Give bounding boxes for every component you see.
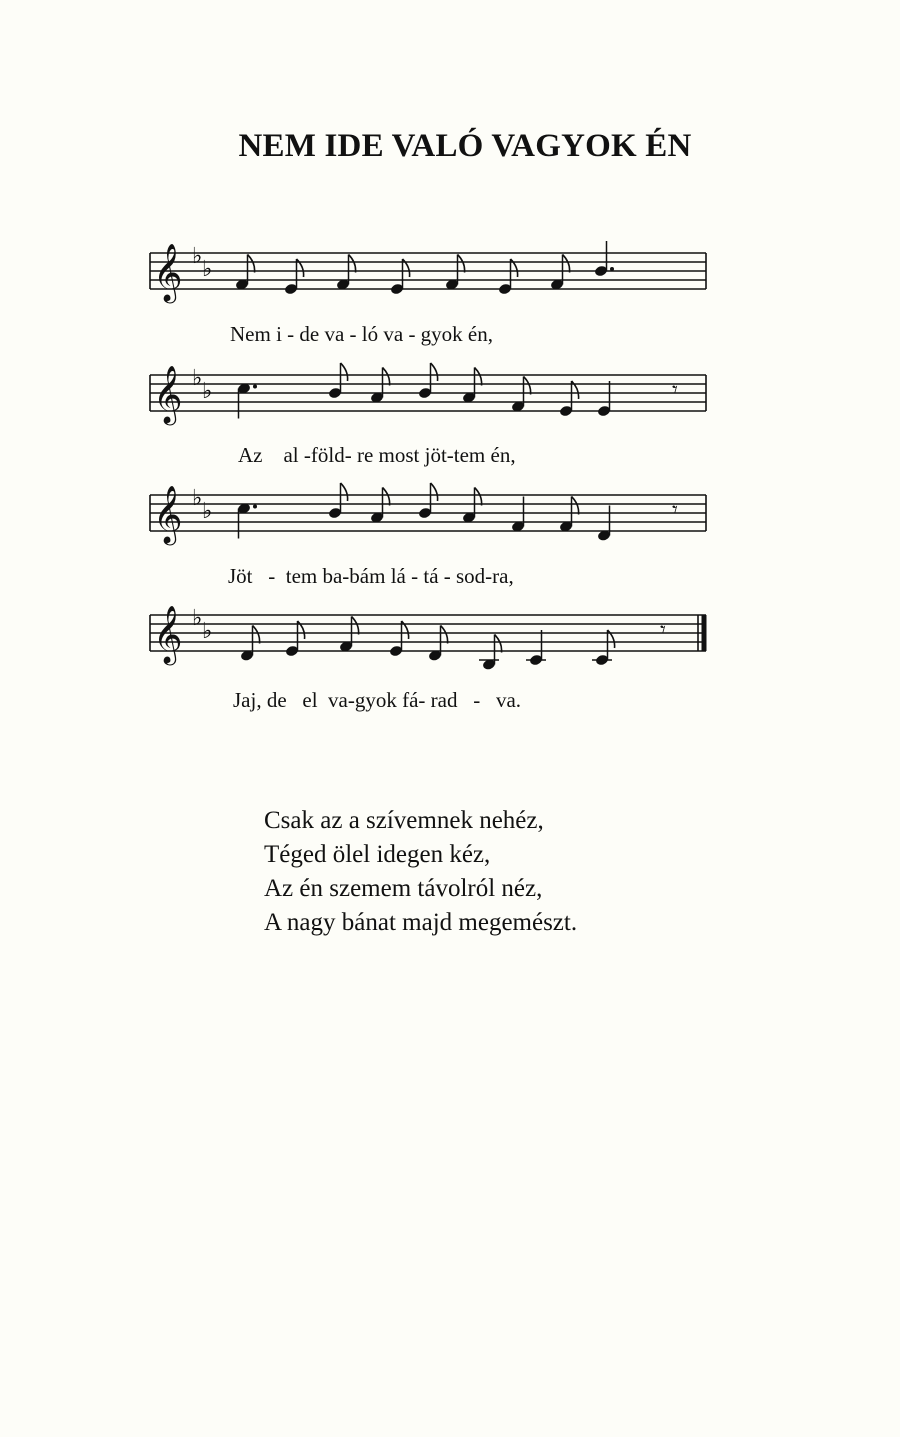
page-title: NEM IDE VALÓ VAGYOK ÉN [238, 128, 692, 164]
treble-clef-icon: 𝄞 [153, 243, 183, 301]
flat-icon: ♭ [202, 257, 213, 282]
eighth-rest-icon: 𝄾 [672, 378, 678, 403]
note-dot [610, 267, 614, 271]
flat-icon: ♭ [192, 606, 203, 631]
flat-icon: ♭ [202, 619, 213, 644]
note-flag [431, 363, 438, 381]
stanza-line-3: Az én szemem távolról néz, [264, 875, 543, 902]
note-flag [563, 255, 570, 273]
note-flag [341, 363, 348, 381]
note-dot [253, 505, 257, 509]
lyric-line-1: Nem i - de va - ló va - gyok én, [230, 322, 494, 346]
note-flag [572, 497, 579, 515]
note-dot [253, 385, 257, 389]
note-flag [475, 488, 482, 506]
eighth-rest-icon: 𝄾 [660, 618, 666, 643]
note-flag [441, 626, 448, 644]
eighth-rest-icon: 𝄾 [672, 498, 678, 523]
treble-clef-icon: 𝄞 [153, 485, 183, 543]
treble-clef-icon: 𝄞 [153, 605, 183, 663]
stanza-line-2: Téged ölel idegen kéz, [264, 841, 491, 868]
verse-stanza [264, 804, 577, 940]
stanza-line-4: A nagy bánat majd megemészt. [264, 909, 578, 936]
note-flag [349, 255, 356, 273]
flat-icon: ♭ [192, 366, 203, 391]
note-flag [253, 626, 260, 644]
flat-icon: ♭ [192, 244, 203, 269]
lyric-line-3: Jöt - tem ba-bám lá - tá - sod-ra, [228, 564, 514, 588]
note-flag [458, 255, 465, 273]
flat-icon: ♭ [202, 379, 213, 404]
stanza-line-1: Csak az a szívemnek nehéz, [264, 807, 544, 834]
lyric-line-2: Az al -föld- re most jöt-tem én, [238, 443, 516, 467]
note-flag [383, 488, 390, 506]
note-flag [475, 368, 482, 386]
note-flag [341, 483, 348, 501]
note-flag [383, 368, 390, 386]
flat-icon: ♭ [202, 499, 213, 524]
flat-icon: ♭ [192, 486, 203, 511]
note-flag [248, 255, 255, 273]
note-flag [524, 377, 531, 395]
note-flag [431, 483, 438, 501]
note-flag [352, 617, 359, 635]
lyric-line-4: Jaj, de el va-gyok fá- rad - va. [233, 688, 522, 712]
treble-clef-icon: 𝄞 [153, 365, 183, 423]
note-flag [495, 635, 502, 653]
